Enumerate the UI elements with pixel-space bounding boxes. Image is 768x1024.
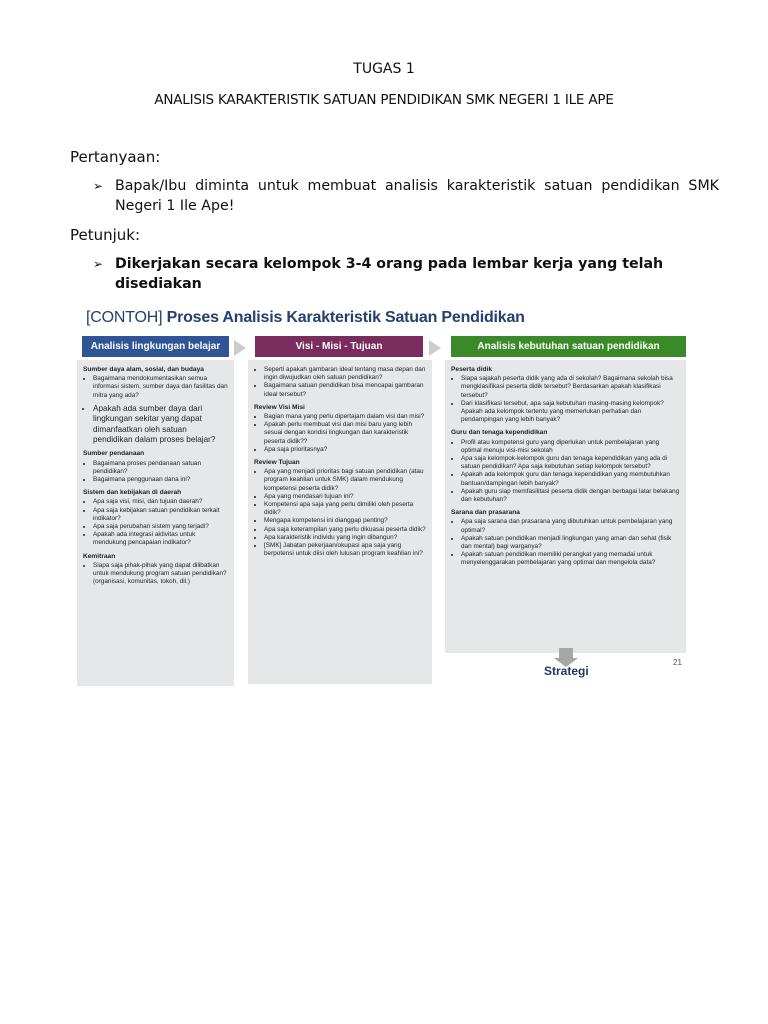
list-item: • Siapa sajakah peserta didik yang ada di sekolah? Bagaimana sekolah bisa mengklasifikasi peserta didik tersebut? Berdasarkan apakah klasifikasi tersebut? (461, 375, 680, 400)
section-list (83, 460, 228, 485)
flow-arrow-icon (234, 340, 246, 356)
list-item: • Apakah ada kelompok guru dan tenaga kependidikan yang membutuhkan bantuan/dampingan lebih banyak? (461, 471, 680, 487)
page-number: 21 (673, 658, 682, 667)
column-header-lingkungan: Analisis lingkungan belajar (82, 336, 229, 357)
list-item: • Profil atau kompetensi guru yang diperlukan untuk pembelajaran yang optimal menuju visi-misi sekolah (461, 439, 680, 455)
section-title: Guru dan tenaga kependidikan (451, 429, 548, 437)
column-header-visi-misi: Visi - Misi - Tujuan (255, 336, 423, 357)
instruction-text: Dikerjakan secara kelompok 3-4 orang pada lembar kerja yang telah disediakan (115, 256, 664, 292)
list-item: • Apa saja keterampilan yang perlu dikuasai peserta didik? (264, 526, 426, 534)
section-list (254, 468, 426, 558)
list-item: • Apa saja perubahan sistem yang terjadi? (93, 523, 228, 531)
doc-subtitle: ANALISIS KARAKTERISTIK SATUAN PENDIDIKAN SMK NEGERI 1 ILE APE (154, 92, 614, 108)
list-item: • Apa yang menjadi prioritas bagi satuan pendidikan (atau program keahlian untuk SMK) dalam mendukung kompetensi peserta didik? (264, 468, 426, 493)
section-list (451, 375, 680, 424)
question-label: Pertanyaan: (70, 148, 161, 166)
figure-title-text: Proses Analisis Karakteristik Satuan Pendidikan (166, 309, 525, 326)
strategi-label: Strategi (544, 664, 589, 678)
flow-arrow-icon (429, 340, 441, 356)
section-list (83, 404, 228, 446)
section-list (254, 413, 426, 454)
list-item: • Bagian mana yang perlu dipertajam dalam visi dan misi? (264, 413, 426, 421)
list-item: • Apakah ada sumber daya dari lingkungan sekitar yang dapat dimanfaatkan oleh satuan pendidikan dalam proses belajar? (93, 404, 228, 446)
section-title: Review Visi Misi (254, 403, 305, 411)
question-item (93, 176, 719, 216)
section-title: Sarana dan prasarana (451, 509, 520, 517)
list-item: • [SMK] Jabatan pekerjaan/okupasi apa saja yang berpotensi untuk diisi oleh lulusan program keahlian ini? (264, 542, 426, 558)
list-item: • Apa karakteristik individu yang ingin dibangun? (264, 534, 426, 542)
column-panel-visi-misi (248, 360, 432, 684)
section-title: Peserta didik (451, 366, 493, 373)
list-item: • Seperti apakah gambaran ideal tentang masa depan dan ingin diwujudkan oleh satuan pendidikan? (264, 366, 426, 382)
list-item: • Apa saja kebijakan satuan pendidikan terkait indikator? (93, 507, 228, 523)
figure-title-tag: [CONTOH] (86, 309, 163, 326)
list-item: • Apa saja prioritasnya? (264, 446, 426, 454)
column-header-kebutuhan: Analisis kebutuhan satuan pendidikan (451, 336, 686, 357)
section-title: Sumber daya alam, sosial, dan budaya (83, 366, 204, 373)
section-title: Sistem dan kebijakan di daerah (83, 489, 182, 497)
list-item: • Apakah satuan pendidikan menjadi lingkungan yang aman dan sehat (fisik dan mental) bagi warganya? (461, 535, 680, 551)
question-text: Bapak/Ibu diminta untuk membuat analisis karakteristik satuan pendidikan SMK Negeri 1 Ile Ape! (115, 178, 719, 214)
list-item: • Kompetensi apa saja yang perlu dimiliki oleh peserta didik? (264, 501, 426, 517)
column-panel-kebutuhan (445, 360, 686, 653)
list-item: • Bagaimana proses pendanaan satuan pendidikan? (93, 460, 228, 476)
section-list (451, 518, 680, 567)
section-list (254, 366, 426, 399)
arrow-bullet-icon: ➢ (93, 179, 104, 193)
section-title: Kemitraan (83, 552, 116, 560)
list-item: • Apa saja visi, misi, dan tujuan daerah? (93, 498, 228, 506)
list-item: • Bagaimana mendokumentasikan semua informasi sistem, sumber daya dan fasilitas dan mitra yang ada? (93, 375, 228, 400)
down-arrow-icon (559, 648, 573, 658)
section-list (83, 498, 228, 547)
doc-title: TUGAS 1 (353, 61, 415, 77)
list-item: • Apa saja kelompok-kelompok guru dan tenaga kependidikan yang ada di satuan pendidikan? Apa saja kebutuhan setiap kelompok tersebut? (461, 455, 680, 471)
section-list (83, 375, 228, 400)
list-item: • Siapa saja pihak-pihak yang dapat dilibatkan untuk mendukung program satuan pendidikan? (organisasi, komunitas, tokoh, dll.) (93, 562, 228, 587)
instruction-label: Petunjuk: (70, 226, 141, 244)
section-title: Review Tujuan (254, 459, 300, 467)
section-list (83, 562, 228, 587)
example-figure (77, 300, 691, 690)
list-item: • Apa saja sarana dan prasarana yang dibutuhkan untuk pembelajaran yang optimal? (461, 518, 680, 534)
column-panel-lingkungan (77, 360, 234, 686)
list-item: • Bagaimana satuan pendidikan bisa mencapai gambaran ideal tersebut? (264, 382, 426, 398)
list-item: • Apakah perlu membuat visi dan misi baru yang lebih sesuai dengan kondisi lingkungan dan karakteristik peserta didik?? (264, 421, 426, 446)
list-item: • Apakah ada integrasi aktivitas untuk mendukung pencapaian indikator? (93, 531, 228, 547)
list-item: • Mengapa kompetensi ini dianggap penting? (264, 517, 426, 525)
list-item: • Apakah satuan pendidikan memiliki perangkat yang memadai untuk menyelenggarakan pembelajaran yang optimal dan mengelola data? (461, 551, 680, 567)
arrow-bullet-icon: ➢ (93, 257, 104, 271)
list-item: • Bagaimana penggunaan dana ini? (93, 476, 228, 484)
section-list (451, 439, 680, 505)
list-item: • Apa yang mendasari tujuan ini? (264, 493, 426, 501)
figure-title (86, 309, 525, 327)
list-item: • Dari klasifikasi tersebut, apa saja kebutuhan masing-masing kelompok? Apakah ada kelompok tertentu yang memerlukan perhatian dan pendampingan yang lebih banyak? (461, 400, 680, 425)
list-item: • Apakah guru siap memfasilitasi peserta didik dengan berbagai latar belakang dan kebutuhan? (461, 488, 680, 504)
instruction-item (93, 254, 675, 294)
section-title: Sumber pendanaan (83, 450, 145, 458)
